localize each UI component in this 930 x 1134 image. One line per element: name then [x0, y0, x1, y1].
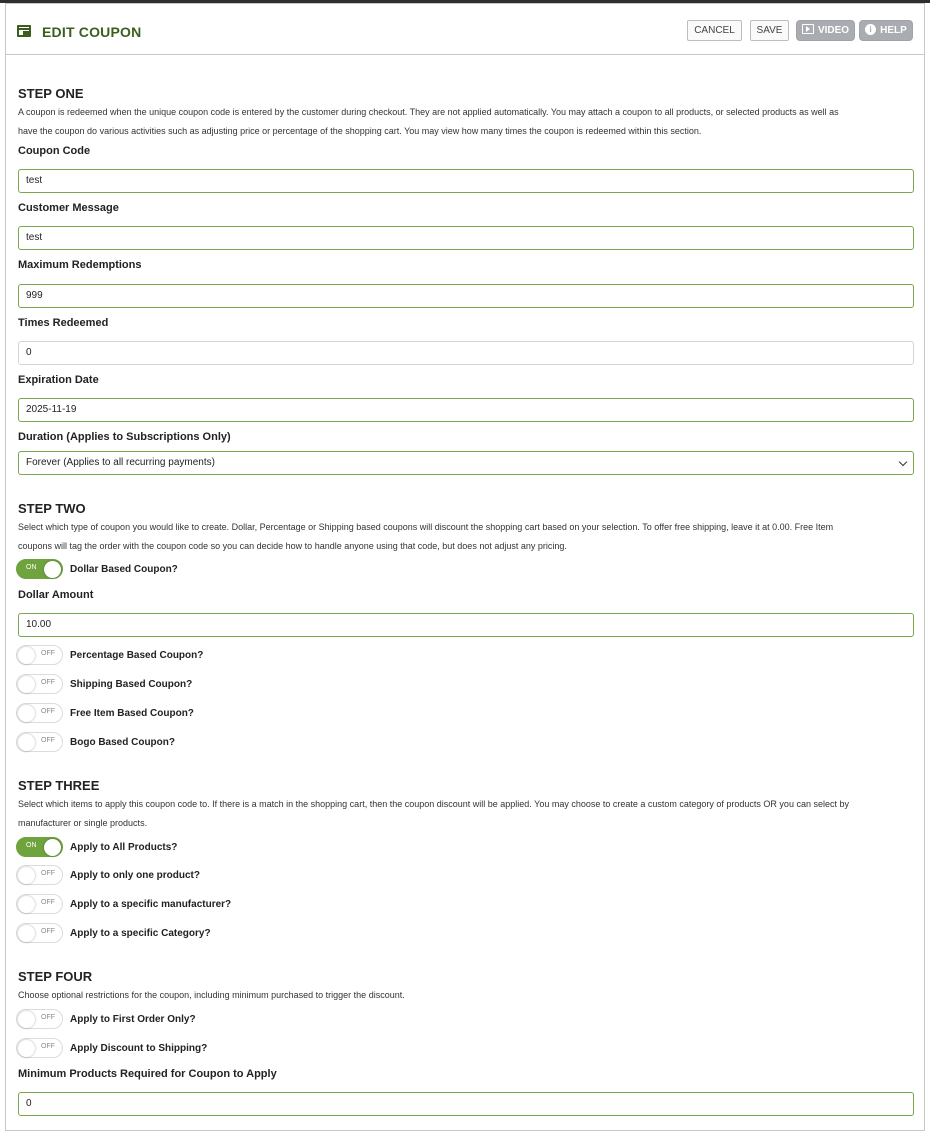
step-one-desc-line: have the coupon do various activities such as adjusting price or percentage of the shopping cart. You may view how many times the coupon is redeemed within this section. [18, 125, 702, 136]
toggle-knob [18, 647, 35, 664]
all-products-label: Apply to All Products? [70, 842, 178, 853]
step-three-desc-line: Select which items to apply this coupon code to. If there is a match in the shopping cart, then the coupon discount will be applied. You may choose to create a custom category of products OR you can select by [18, 799, 849, 809]
toggle-state-text: OFF [41, 737, 55, 744]
step-four-description [18, 986, 908, 1005]
toggle-state-text: OFF [41, 650, 55, 657]
free-item-based-label: Free Item Based Coupon? [70, 708, 194, 719]
panel-header [6, 4, 924, 55]
step-four-heading: STEP FOUR [18, 969, 93, 984]
coupon-code-label: Coupon Code [18, 145, 91, 157]
percentage-based-toggle[interactable] [16, 645, 63, 665]
coupon-form-icon [17, 25, 31, 37]
customer-message-input[interactable]: test [18, 226, 914, 250]
dollar-amount-input[interactable]: 10.00 [18, 613, 914, 637]
step-two-heading: STEP TWO [18, 501, 86, 516]
step-one-heading: STEP ONE [18, 86, 84, 101]
one-product-label: Apply to only one product? [70, 870, 200, 881]
step-three-heading: STEP THREE [18, 778, 100, 793]
expiration-date-input[interactable]: 2025-11-19 [18, 398, 914, 422]
dollar-based-toggle[interactable] [16, 559, 63, 579]
toggle-state-text: OFF [41, 928, 55, 935]
bogo-based-toggle[interactable] [16, 732, 63, 752]
discount-shipping-label: Apply Discount to Shipping? [70, 1043, 208, 1054]
duration-selected-value: Forever (Applies to all recurring payments) [26, 457, 215, 468]
toggle-knob [18, 676, 35, 693]
customer-message-label: Customer Message [18, 202, 119, 214]
toggle-knob [18, 867, 35, 884]
toggle-knob [18, 925, 35, 942]
cancel-button[interactable]: CANCEL [687, 20, 742, 41]
toggle-state-text: OFF [41, 899, 55, 906]
toggle-knob [18, 1011, 35, 1028]
max-redemptions-input[interactable]: 999 [18, 284, 914, 308]
toggle-state-text: OFF [41, 708, 55, 715]
dollar-amount-label: Dollar Amount [18, 589, 94, 601]
coupon-code-input[interactable]: test [18, 169, 914, 193]
info-icon: i [865, 24, 876, 35]
shipping-based-toggle[interactable] [16, 674, 63, 694]
edit-coupon-panel [5, 3, 925, 1131]
toggle-knob [18, 705, 35, 722]
save-button[interactable]: SAVE [750, 20, 789, 41]
step-three-desc-line: manufacturer or single products. [18, 817, 148, 828]
step-one-description [18, 103, 908, 140]
all-products-toggle[interactable] [16, 837, 63, 857]
category-label: Apply to a specific Category? [70, 928, 211, 939]
page-title: EDIT COUPON [42, 24, 142, 40]
step-two-description [18, 518, 908, 555]
min-products-label: Minimum Products Required for Coupon to Apply [18, 1068, 277, 1080]
toggle-state-text: OFF [41, 870, 55, 877]
bogo-based-label: Bogo Based Coupon? [70, 737, 175, 748]
manufacturer-toggle[interactable] [16, 894, 63, 914]
toggle-knob [18, 1040, 35, 1057]
percentage-based-label: Percentage Based Coupon? [70, 650, 204, 661]
step-one-desc-line: A coupon is redeemed when the unique coupon code is entered by the customer during checkout. They are not applied automatically. You may attach a coupon to all products, or selected products as well as [18, 107, 839, 117]
video-icon [802, 24, 814, 34]
times-redeemed-field: 0 [18, 341, 914, 365]
category-toggle[interactable] [16, 923, 63, 943]
free-item-based-toggle[interactable] [16, 703, 63, 723]
first-order-label: Apply to First Order Only? [70, 1014, 196, 1025]
first-order-toggle[interactable] [16, 1009, 63, 1029]
help-button-label: HELP [880, 25, 907, 36]
max-redemptions-label: Maximum Redemptions [18, 259, 142, 271]
manufacturer-label: Apply to a specific manufacturer? [70, 899, 232, 910]
times-redeemed-label: Times Redeemed [18, 317, 109, 329]
toggle-state-text: ON [26, 842, 37, 849]
toggle-state-text: OFF [41, 1014, 55, 1021]
toggle-knob [18, 896, 35, 913]
duration-label: Duration (Applies to Subscriptions Only) [18, 431, 231, 443]
help-button[interactable] [859, 20, 913, 41]
chevron-down-icon [899, 458, 907, 466]
step-two-desc-line: Select which type of coupon you would like to create. Dollar, Percentage or Shipping based coupons will discount the shopping cart based on your selection. To offer free shipping, leave it at 0.00. Free Item [18, 522, 834, 532]
toggle-state-text: OFF [41, 679, 55, 686]
toggle-knob [18, 734, 35, 751]
dollar-based-label: Dollar Based Coupon? [70, 564, 178, 575]
toggle-knob [44, 561, 61, 578]
toggle-state-text: ON [26, 564, 37, 571]
one-product-toggle[interactable] [16, 865, 63, 885]
step-two-desc-line: coupons will tag the order with the coupon code so you can decide how to handle anyone using that code, but does not adjust any pricing. [18, 540, 567, 551]
discount-shipping-toggle[interactable] [16, 1038, 63, 1058]
duration-select[interactable] [18, 451, 914, 475]
video-button[interactable] [796, 20, 855, 41]
toggle-knob [44, 839, 61, 856]
step-three-description [18, 795, 908, 832]
min-products-input[interactable]: 0 [18, 1092, 914, 1116]
expiration-date-label: Expiration Date [18, 374, 99, 386]
step-four-desc-line: Choose optional restrictions for the coupon, including minimum purchased to trigger the discount. [18, 990, 405, 1000]
shipping-based-label: Shipping Based Coupon? [70, 679, 193, 690]
video-button-label: VIDEO [817, 25, 850, 36]
toggle-state-text: OFF [41, 1043, 55, 1050]
